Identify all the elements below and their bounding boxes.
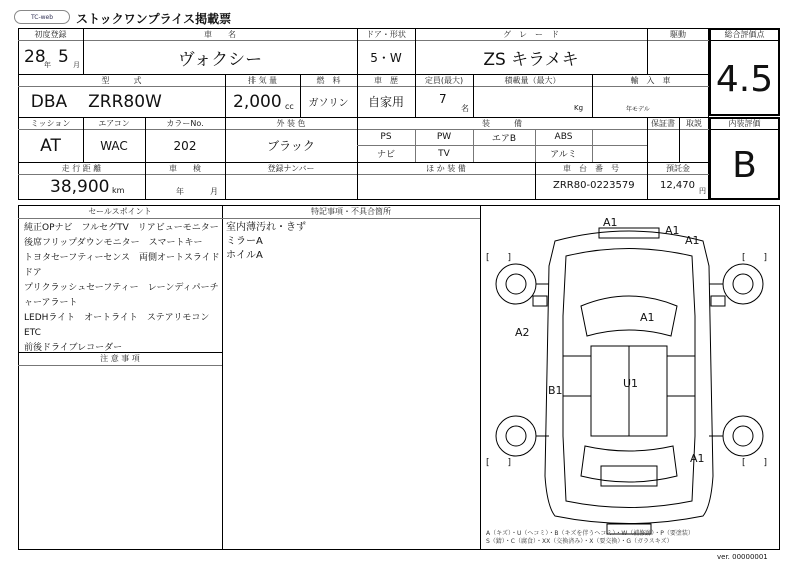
damage-mark: A1 (603, 216, 618, 229)
interior-score-value: B (732, 145, 757, 186)
label-car-name: 車 名 (204, 29, 236, 39)
version-label: ver. 00000001 (717, 553, 768, 561)
car-name-value: ヴォクシー (177, 49, 263, 70)
label-first-reg: 初度登録 (34, 29, 67, 39)
capacity-number: 7 (439, 92, 447, 106)
label-price: 預託金 (666, 163, 690, 173)
label-fuel: 燃 料 (316, 75, 341, 85)
label-mileage: 走 行 距 離 (61, 163, 102, 173)
site-logo (14, 10, 70, 24)
label-notes: 特記事項・不具合箇所 (311, 207, 391, 216)
damage-mark: B1 (548, 384, 563, 397)
tire-bracket: [ ] (486, 458, 512, 468)
label-plate: 登録ナンバー (267, 163, 315, 173)
legend-line: S（錆）・C（腐食）・XX（交換済み）・X（要交換）・G（ガラスキズ） (486, 538, 673, 545)
sales-point-item: 前後ドライブレコーダー (24, 343, 123, 353)
import-unit: 年モデル (626, 106, 650, 113)
equip-abs: ABS (554, 132, 573, 142)
price-value: 12,470 (660, 180, 695, 191)
label-overall-score: 総合評価点 (709, 28, 780, 41)
mileage-unit: km (112, 186, 125, 195)
label-displacement: 排 気 量 (247, 75, 278, 85)
label-mission: ミッション (30, 118, 71, 128)
sales-point-item: プリクラッシュセーフティー レーンディパーチャーアラート (24, 283, 219, 308)
label-interior-score: 内装評価 (709, 117, 780, 130)
damage-mark: A1 (665, 224, 680, 237)
capacity-value (415, 86, 473, 117)
inspection-month: 月 (210, 187, 218, 196)
label-caution: 注 意 事 項 (100, 354, 140, 363)
year-unit: 年 (44, 61, 51, 69)
equip-alloy: アルミ (550, 150, 577, 160)
mission-value: AT (40, 135, 61, 156)
grade-value: ZS キラメキ (483, 49, 579, 70)
first-reg-month: 5 (58, 47, 69, 67)
displacement-number: 2,000 (233, 92, 282, 112)
damage-mark: A1 (685, 234, 700, 247)
history-value: 自家用 (367, 95, 404, 109)
tire-bracket: [ ] (742, 253, 768, 263)
damage-mark: A2 (515, 326, 530, 339)
sales-point-item: LEDHライト オートライト ステアリモコン ETC (24, 313, 219, 338)
label-import: 輸 入 車 (630, 75, 671, 85)
legend-line: A（キズ）・U（ヘコミ）・B（キズを伴うヘコミ）・W（補修跡）・P（要塗装） (486, 530, 694, 537)
label-other-equipment: ほ か 装 備 (426, 163, 466, 173)
label-history: 車 歴 (374, 75, 398, 85)
label-equipment: 装 備 (482, 118, 522, 128)
page-title: ストックワンプライス掲載票 (76, 12, 232, 26)
displacement-value (225, 86, 300, 117)
label-load: 積載量（最大） (504, 75, 561, 85)
note-item: 室内薄汚れ・きず (226, 222, 306, 233)
sales-point-item: 純正OPナビ フルセグTV リアビューモニター (24, 223, 219, 233)
damage-mark: A1 (690, 452, 705, 465)
label-capacity: 定員(最大) (424, 75, 464, 85)
type-prefix: DBA (30, 91, 68, 112)
overall-score-value: 4.5 (715, 58, 774, 100)
price-unit: 円 (699, 187, 706, 195)
color-value: ブラック (267, 139, 315, 153)
sales-point-item: 後席フリップダウンモニター スマートキー (24, 238, 203, 248)
label-door: ドア・形状 (366, 29, 406, 39)
color-no-value: 202 (173, 138, 197, 153)
equip-tv: TV (438, 148, 450, 159)
capacity-unit: 名 (461, 104, 469, 113)
damage-mark: U1 (623, 377, 639, 390)
label-ext-color: 外 装 色 (276, 118, 306, 128)
label-inspection: 車 検 (169, 163, 201, 173)
mileage-value (18, 174, 145, 200)
fuel-value: ガソリン (308, 98, 349, 109)
damage-mark: A1 (640, 311, 655, 324)
notes-list (226, 221, 476, 263)
mileage-number: 38,900 (50, 177, 110, 197)
aircon-value: WAC (100, 138, 128, 153)
note-item: ミラーA (226, 236, 263, 247)
first-reg-value (20, 42, 82, 74)
sales-point-item: トヨタセーフティーセンス 両側オートスライドドア (24, 253, 220, 278)
tire-bracket: [ ] (742, 458, 768, 468)
equip-ps: PS (380, 132, 392, 142)
equip-navi: ナビ (376, 150, 395, 160)
label-grade: グ レ ー ド (503, 29, 559, 39)
displacement-unit: cc (285, 102, 294, 111)
equip-pw: PW (436, 132, 452, 142)
sales-points-list (24, 221, 220, 356)
label-sales-point: セールスポイント (88, 207, 152, 216)
month-unit: 月 (73, 61, 80, 69)
label-color-no: カラーNo. (166, 118, 204, 128)
tire-bracket: [ ] (486, 253, 512, 263)
label-drive: 駆動 (670, 29, 686, 39)
logo-text: TC-web (30, 13, 54, 21)
label-aircon: エアコン (98, 118, 130, 128)
door-value: 5・W (370, 50, 402, 65)
equip-airbag: エアB (491, 133, 517, 144)
damage-legend (486, 530, 778, 546)
load-unit: Kg (574, 104, 584, 112)
note-item: ホイルA (226, 250, 263, 261)
label-warranty: 保証書 (651, 118, 675, 128)
first-reg-year: 28 (24, 47, 46, 67)
label-manual: 取説 (686, 118, 702, 128)
inspection-year: 年 (176, 187, 184, 196)
label-chassis: 車 台 番 号 (563, 163, 619, 173)
chassis-value: ZRR80-0223579 (553, 180, 635, 191)
model-code: ZRR80W (88, 91, 162, 112)
label-type: 型 式 (101, 75, 142, 85)
